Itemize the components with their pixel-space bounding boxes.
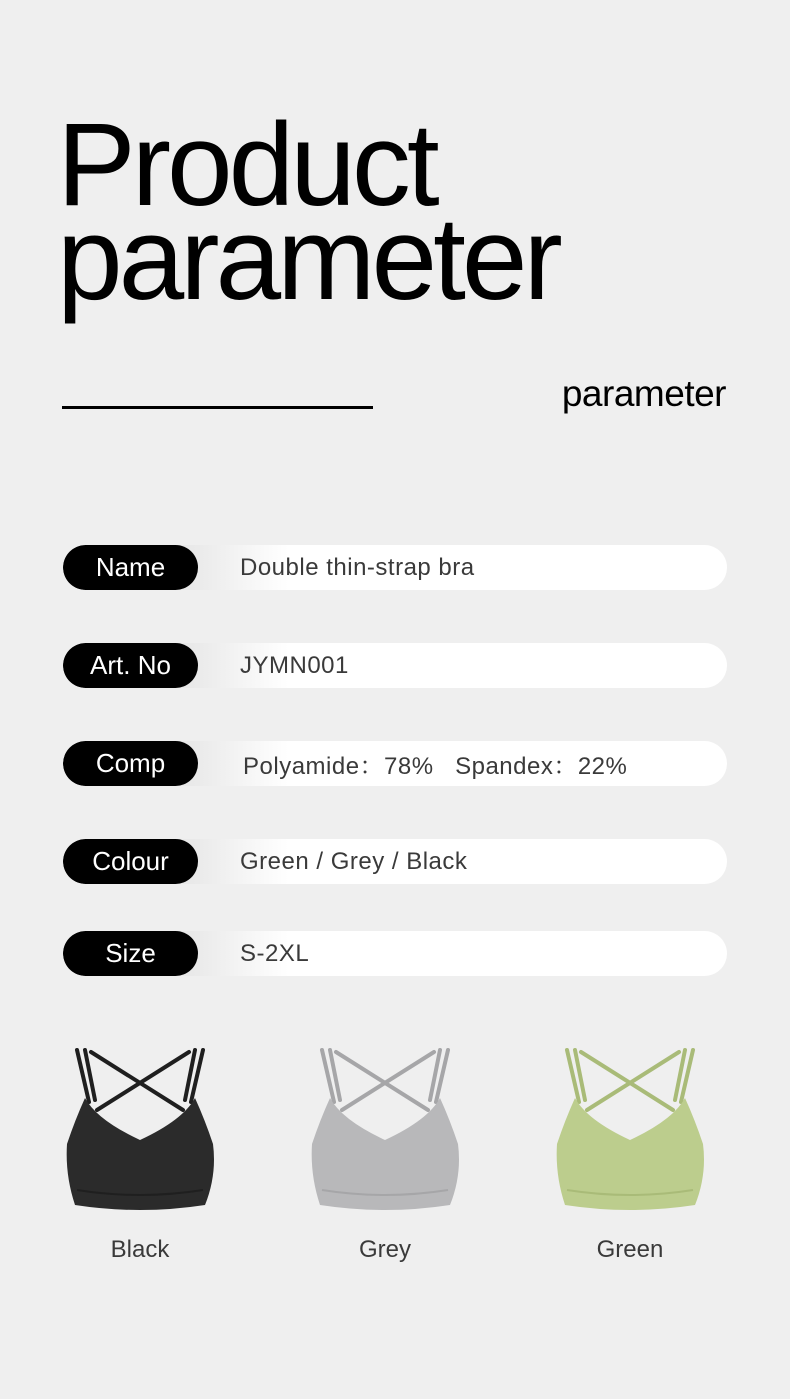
section-subtitle: parameter [561, 373, 726, 414]
bra-image-green [545, 1040, 715, 1220]
param-row-comp [63, 741, 727, 786]
param-value: JYMN001 [240, 651, 349, 679]
param-value: Polyamide：78% Spandex：22% [243, 753, 628, 780]
param-label: Name [63, 545, 198, 590]
param-label: Size [63, 931, 198, 976]
param-value: Green / Grey / Black [240, 847, 468, 875]
param-row-art-no [63, 643, 727, 688]
divider-line [62, 406, 373, 409]
bra-image-black [55, 1040, 225, 1220]
title-line-2: parameter [57, 193, 559, 325]
param-row-colour [63, 839, 727, 884]
param-value: Double thin-strap bra [240, 553, 475, 581]
product-green[interactable] [545, 1040, 715, 1263]
product-colour-gallery [0, 1040, 790, 1280]
title-line-1: Product [57, 99, 436, 231]
product-colour-label: Green [596, 1236, 664, 1263]
param-row-size [63, 931, 727, 976]
page-title [57, 99, 559, 325]
param-label: Comp [63, 741, 198, 786]
bra-image-grey [300, 1040, 470, 1220]
product-black[interactable] [55, 1040, 225, 1263]
product-colour-label: Grey [358, 1236, 411, 1263]
product-colour-label: Black [110, 1236, 170, 1263]
param-label: Colour [63, 839, 198, 884]
param-row-name [63, 545, 727, 590]
param-value: S-2XL [240, 939, 310, 967]
product-grey[interactable] [300, 1040, 470, 1263]
param-label: Art. No [63, 643, 198, 688]
